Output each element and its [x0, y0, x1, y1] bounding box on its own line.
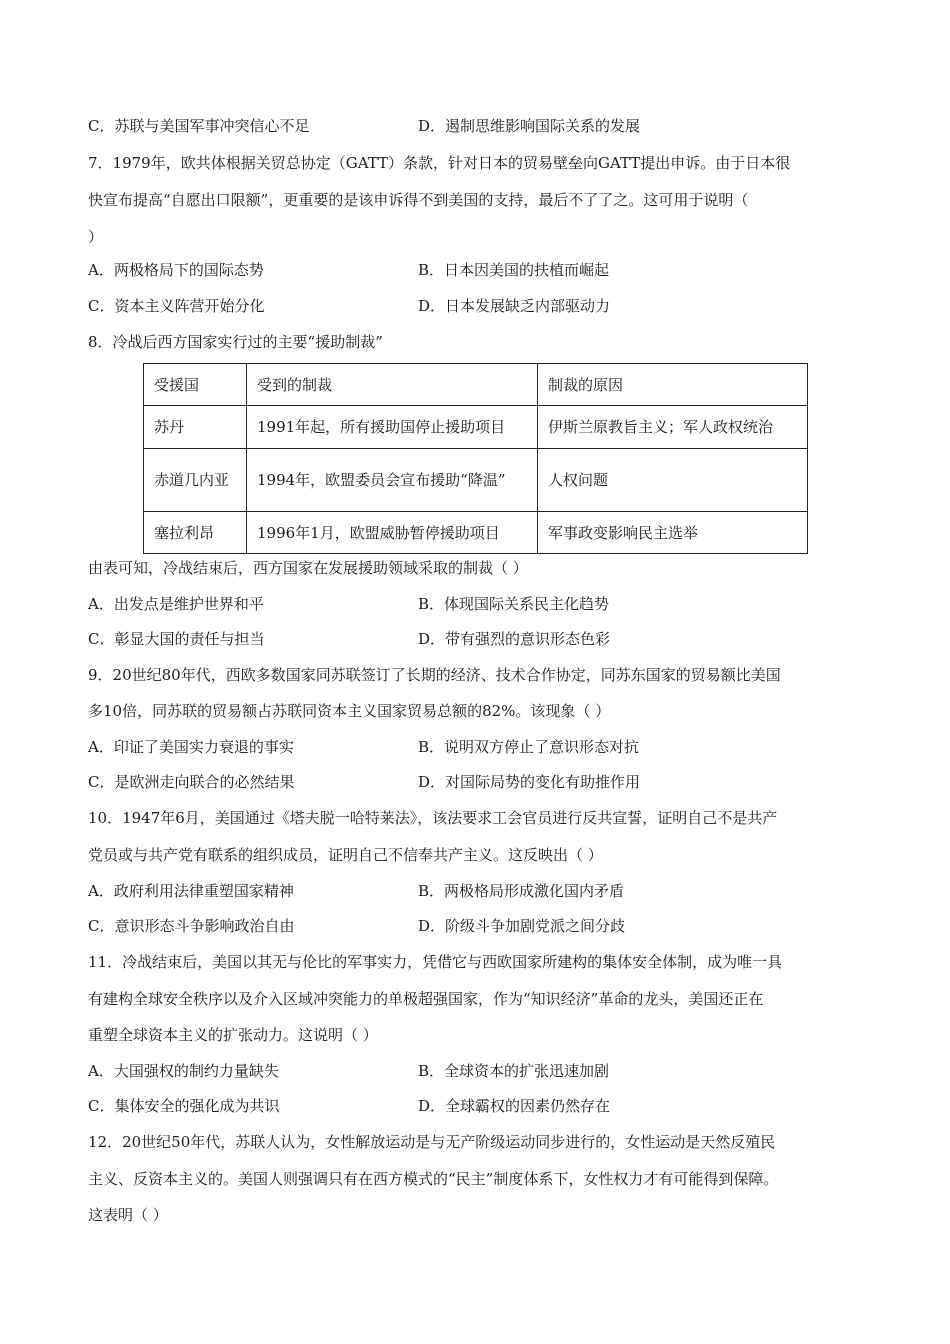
q6-option-d: D．遏制思维影响国际关系的发展: [418, 117, 641, 135]
q10-option-d: D．阶级斗争加剧党派之间分歧: [418, 917, 626, 935]
q11-stem-line-2: 有建构全球安全秩序以及介入区域冲突能力的单极超强国家，作为“知识经济”革命的龙头，美国还正在: [88, 990, 764, 1008]
q7-option-a: A．两极格局下的国际态势: [88, 261, 264, 279]
q9-option-a: A．印证了美国实力衰退的事实: [88, 738, 294, 756]
table-cell: 1991年起，所有援助国停止援助项目: [247, 406, 538, 449]
q8-option-d: D．带有强烈的意识形态色彩: [418, 630, 611, 648]
q8-stem-line-2: 由表可知，冷战结束后，西方国家在发展援助领域采取的制裁（ ）: [88, 559, 528, 577]
table-header-cell: 受援国: [144, 364, 247, 406]
q11-stem-line-3: 重塑全球资本主义的扩张动力。这说明（ ）: [88, 1026, 378, 1044]
q8-option-a: A．出发点是维护世界和平: [88, 595, 264, 613]
table-row: [144, 449, 808, 512]
q7-option-d: D．日本发展缺乏内部驱动力: [418, 297, 611, 315]
q10-option-b: B．两极格局形成激化国内矛盾: [418, 882, 625, 900]
table-cell: 人权问题: [538, 449, 808, 512]
q9-option-b: B．说明双方停止了意识形态对抗: [418, 738, 640, 756]
q10-option-c: C．意识形态斗争影响政治自由: [88, 917, 295, 935]
q11-stem-line-1: 11．冷战结束后，美国以其无与伦比的军事实力，凭借它与西欧国家所建构的集体安全体制，成为唯一具: [88, 953, 783, 971]
q12-stem-line-2: 主义、反资本主义的。美国人则强调只有在西方模式的“民主”制度体系下，女性权力才有可能得到保障。: [88, 1170, 779, 1188]
q7-stem-line-3: ）: [88, 228, 104, 246]
q7-stem-line-2: 快宣布提高“自愿出口限额”，更重要的是该申诉得不到美国的支持，最后不了了之。这可用于说明（: [88, 191, 749, 209]
table-cell: 1994年，欧盟委员会宣布援助“降温”: [247, 449, 538, 512]
q6-option-c: C．苏联与美国军事冲突信心不足: [88, 117, 310, 135]
aid-sanctions-table: [143, 363, 808, 554]
table-cell: 伊斯兰原教旨主义；军人政权统治: [538, 406, 808, 449]
q9-stem-line-1: 9．20世纪80年代，西欧多数国家同苏联签订了长期的经济、技术合作协定，同苏东国家的贸易额比美国: [88, 666, 781, 684]
table-cell: 苏丹: [144, 406, 247, 449]
q9-option-c: C．是欧洲走向联合的必然结果: [88, 773, 295, 791]
q10-option-a: A．政府利用法律重塑国家精神: [88, 882, 294, 900]
q10-stem-line-2: 党员或与共产党有联系的组织成员，证明自己不信奉共产主义。这反映出（ ）: [88, 846, 603, 864]
q7-stem-line-1: 7．1979年，欧共体根据关贸总协定（GATT）条款，针对日本的贸易壁垒向GATT提出申诉。由于日本很: [88, 154, 791, 172]
table-row: [144, 512, 808, 554]
table-row: [144, 406, 808, 449]
q11-option-a: A．大国强权的制约力量缺失: [88, 1062, 279, 1080]
table-header-cell: 制裁的原因: [538, 364, 808, 406]
table-header-row: [144, 364, 808, 406]
q8-stem-line-1: 8．冷战后西方国家实行过的主要“援助制裁”: [88, 333, 383, 351]
table-cell: 军事政变影响民主选举: [538, 512, 808, 554]
q10-stem-line-1: 10．1947年6月，美国通过《塔夫脱一哈特莱法》，该法要求工会官员进行反共宣誓，证明自己不是共产: [88, 809, 778, 827]
q9-option-d: D．对国际局势的变化有助推作用: [418, 773, 641, 791]
q11-option-c: C．集体安全的强化成为共识: [88, 1097, 280, 1115]
table-cell: 1996年1月，欧盟威胁暂停援助项目: [247, 512, 538, 554]
table-header-cell: 受到的制裁: [247, 364, 538, 406]
q12-stem-line-3: 这表明（ ）: [88, 1206, 168, 1224]
q12-stem-line-1: 12．20世纪50年代，苏联人认为，女性解放运动是与无产阶级运动同步进行的，女性运动是天然反殖民: [88, 1133, 776, 1151]
q8-option-c: C．彰显大国的责任与担当: [88, 630, 265, 648]
q9-stem-line-2: 多10倍，同苏联的贸易额占苏联同资本主义国家贸易总额的82%。该现象（ ）: [88, 702, 611, 720]
q7-option-b: B．日本因美国的扶植而崛起: [418, 261, 610, 279]
table-cell: 塞拉利昂: [144, 512, 247, 554]
q11-option-d: D．全球霸权的因素仍然存在: [418, 1097, 611, 1115]
q7-option-c: C．资本主义阵营开始分化: [88, 297, 265, 315]
table-cell: 赤道几内亚: [144, 449, 247, 512]
q8-option-b: B．体现国际关系民主化趋势: [418, 595, 610, 613]
q11-option-b: B．全球资本的扩张迅速加剧: [418, 1062, 610, 1080]
